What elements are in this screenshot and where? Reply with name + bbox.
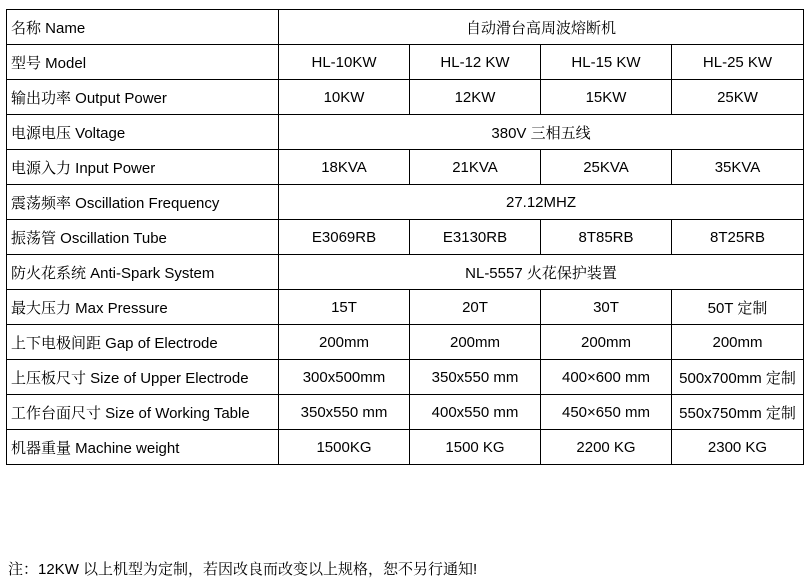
table-row [7, 150, 804, 185]
row-label: 型号 Model [7, 45, 279, 80]
row-value: 200mm [279, 325, 410, 360]
row-label: 工作台面尺寸 Size of Working Table [7, 395, 279, 430]
row-value: 2200 KG [541, 430, 672, 465]
row-value: 27.12MHZ [279, 185, 804, 220]
table-row [7, 290, 804, 325]
row-value: 1500 KG [410, 430, 541, 465]
row-value: 400x550 mm [410, 395, 541, 430]
table-row [7, 10, 804, 45]
table-body [7, 10, 804, 465]
row-value: 15T [279, 290, 410, 325]
spec-sheet [0, 9, 812, 586]
row-label: 震荡频率 Oscillation Frequency [7, 185, 279, 220]
table-row [7, 45, 804, 80]
row-label: 振荡管 Oscillation Tube [7, 220, 279, 255]
row-value: 2300 KG [672, 430, 804, 465]
row-value: 20T [410, 290, 541, 325]
row-value: E3069RB [279, 220, 410, 255]
table-row [7, 220, 804, 255]
row-value: 35KVA [672, 150, 804, 185]
row-value: NL-5557 火花保护装置 [279, 255, 804, 290]
row-value: 21KVA [410, 150, 541, 185]
row-value: 8T25RB [672, 220, 804, 255]
row-value: HL-25 KW [672, 45, 804, 80]
row-value: 450×650 mm [541, 395, 672, 430]
row-value: 30T [541, 290, 672, 325]
row-value: 自动滑台高周波熔断机 [279, 10, 804, 45]
row-label: 上压板尺寸 Size of Upper Electrode [7, 360, 279, 395]
row-value: 1500KG [279, 430, 410, 465]
row-value: 200mm [541, 325, 672, 360]
row-value: 50T 定制 [672, 290, 804, 325]
row-value: 500x700mm 定制 [672, 360, 804, 395]
row-label: 电源电压 Voltage [7, 115, 279, 150]
table-row [7, 360, 804, 395]
table-row [7, 255, 804, 290]
row-value: 25KVA [541, 150, 672, 185]
row-value: 300x500mm [279, 360, 410, 395]
row-label: 最大压力 Max Pressure [7, 290, 279, 325]
row-value: E3130RB [410, 220, 541, 255]
row-value: 15KW [541, 80, 672, 115]
row-value: 18KVA [279, 150, 410, 185]
row-label: 输出功率 Output Power [7, 80, 279, 115]
row-value: 350x550 mm [410, 360, 541, 395]
row-value: HL-15 KW [541, 45, 672, 80]
row-value: 200mm [672, 325, 804, 360]
table-row [7, 430, 804, 465]
row-label: 机器重量 Machine weight [7, 430, 279, 465]
row-value: 8T85RB [541, 220, 672, 255]
row-label: 上下电极间距 Gap of Electrode [7, 325, 279, 360]
table-row [7, 80, 804, 115]
row-value: 400×600 mm [541, 360, 672, 395]
row-value: 380V 三相五线 [279, 115, 804, 150]
row-value: HL-10KW [279, 45, 410, 80]
row-value: 10KW [279, 80, 410, 115]
table-row [7, 185, 804, 220]
row-value: HL-12 KW [410, 45, 541, 80]
row-value: 25KW [672, 80, 804, 115]
row-value: 550x750mm 定制 [672, 395, 804, 430]
row-value: 200mm [410, 325, 541, 360]
specification-table [6, 9, 804, 465]
row-label: 防火花系统 Anti-Spark System [7, 255, 279, 290]
row-label: 电源入力 Input Power [7, 150, 279, 185]
table-row [7, 115, 804, 150]
table-row [7, 325, 804, 360]
row-value: 12KW [410, 80, 541, 115]
row-value: 350x550 mm [279, 395, 410, 430]
row-label: 名称 Name [7, 10, 279, 45]
table-row [7, 395, 804, 430]
footer-note: 注：12KW 以上机型为定制，若因改良而改变以上规格，恕不另行通知! [8, 561, 478, 578]
